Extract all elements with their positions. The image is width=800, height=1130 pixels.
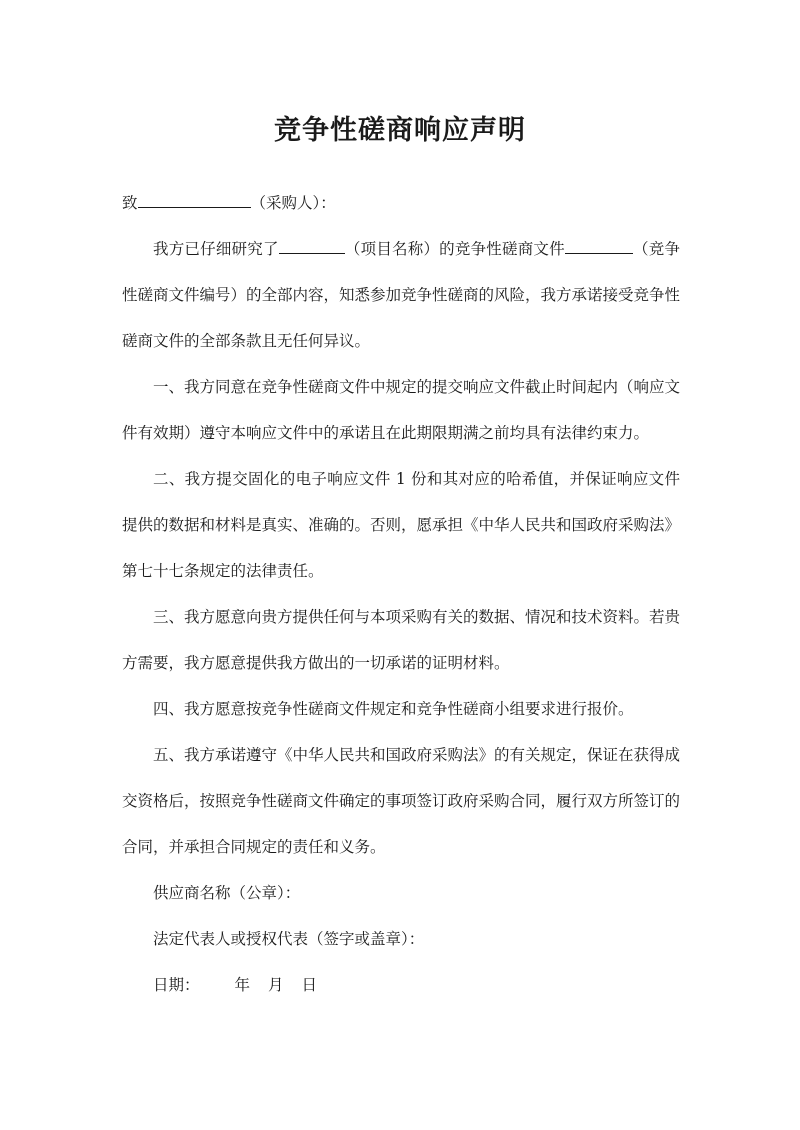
date-label: 日期：	[153, 976, 200, 994]
date-line	[122, 962, 680, 1008]
clause-1: 一、我方同意在竞争性磋商文件中规定的提交响应文件截止时间起内（响应文件有效期）遵守本响应文件中的承诺且在此期限期满之前均具有法律约束力。	[122, 378, 681, 442]
clause-2: 二、我方提交固化的电子响应文件 1 份和其对应的哈希值，并保证响应文件提供的数据和材料是真实、准确的。否则，愿承担《中华人民共和国政府采购法》第七十七条规定的法律责任。	[122, 470, 681, 580]
document-title: 竞争性磋商响应声明	[274, 115, 526, 146]
representative-line: 法定代表人或授权代表（签字或盖章）：	[153, 930, 425, 948]
intro-part-2: （项目名称）的竞争性磋商文件	[344, 240, 565, 258]
intro-part-1: 我方已仔细研究了	[153, 240, 279, 258]
date-month: 月	[268, 976, 284, 994]
intro-paragraph	[122, 226, 680, 364]
project-name-blank	[279, 235, 345, 254]
date-year: 年	[234, 976, 251, 994]
supplier-name-line: 供应商名称（公章）：	[153, 884, 301, 902]
addressee-line	[122, 180, 680, 226]
clause-3: 三、我方愿意向贵方提供任何与本项采购有关的数据、情况和技术资料。若贵方需要，我方愿意提供我方做出的一切承诺的证明材料。	[122, 608, 681, 672]
intro-part-3: （竞争性磋商文件编号）的全部内容，知悉参加竞争性磋商的风险，我方承诺接受竞争性磋商文件的全部条款且无任何异议。	[122, 240, 681, 350]
addressee-blank	[138, 189, 251, 208]
clause-4: 四、我方愿意按竞争性磋商文件规定和竞争性磋商小组要求进行报价。	[153, 700, 634, 718]
clause-5: 五、我方承诺遵守《中华人民共和国政府采购法》的有关规定，保证在获得成交资格后，按照竞争性磋商文件确定的事项签订政府采购合同，履行双方所签订的合同，并承担合同规定的责任和义务。	[122, 746, 681, 856]
addressee-suffix: （采购人）：	[250, 194, 336, 212]
addressee-prefix: 致	[122, 194, 138, 212]
document-number-blank	[565, 235, 633, 254]
document-body	[122, 180, 680, 1008]
date-day: 日	[301, 976, 318, 994]
